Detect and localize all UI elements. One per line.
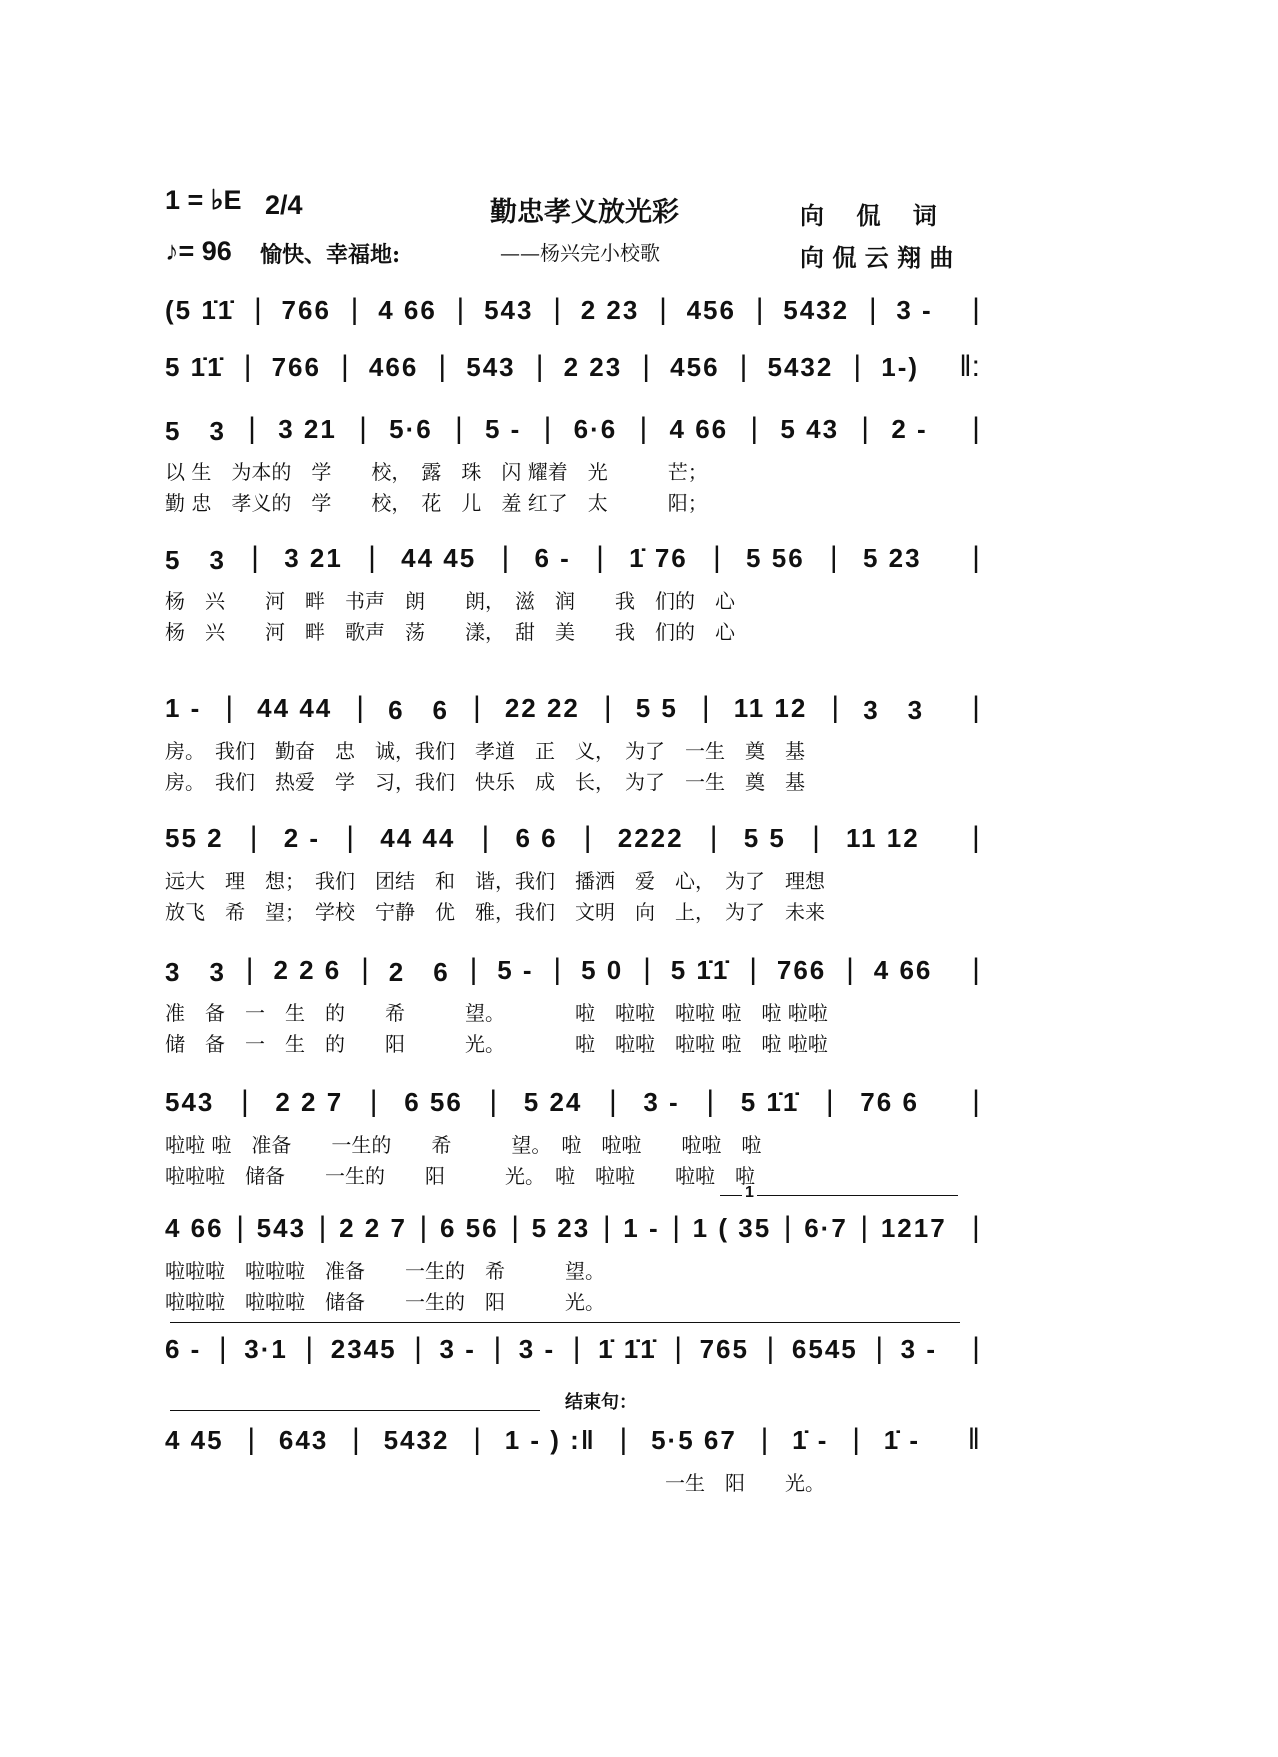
barline: |: [875, 1332, 884, 1365]
barline: |: [419, 1211, 428, 1244]
barline: |: [456, 293, 465, 326]
notation-row: [165, 1423, 980, 1457]
notation-row: [165, 293, 980, 327]
measure: 5·6: [389, 413, 433, 444]
lyricist: 向 侃 词: [800, 201, 937, 230]
barline: |: [236, 1211, 245, 1244]
barline: |: [356, 691, 365, 724]
barline: |: [489, 1085, 498, 1118]
barline: |: [749, 953, 758, 986]
measure: 3 -: [643, 1086, 680, 1117]
end-barline: ‖:: [959, 350, 980, 383]
measure: 543: [165, 1086, 215, 1117]
measure: 2 -: [891, 413, 928, 444]
measure: 5432: [767, 351, 834, 382]
barline: |: [760, 1423, 769, 1456]
measure: 3 -: [518, 1333, 556, 1364]
measure: 456: [686, 294, 736, 325]
measure: 5 0: [581, 954, 624, 985]
notation-row: [165, 821, 980, 855]
barline: |: [318, 1211, 327, 1244]
measure: 4 45: [165, 1424, 224, 1455]
measure: 2 2 7: [275, 1086, 344, 1117]
barline: |: [783, 1211, 792, 1244]
lyrics-line: 啦啦啦 啦啦啦 准备 一生的 希 望。: [165, 1259, 895, 1283]
barline: |: [352, 1423, 360, 1456]
measure: 5 -: [485, 413, 522, 444]
tempo: ♪= 96: [165, 236, 232, 266]
measure: 1 -: [165, 692, 202, 723]
barline: |: [368, 541, 376, 574]
measure: 2 2 6: [273, 954, 342, 985]
end-barline: |: [972, 412, 980, 445]
measure: 5 43: [780, 413, 840, 444]
barline: |: [831, 691, 840, 724]
measure: 3 21: [278, 413, 337, 444]
measure: 6 -: [534, 542, 571, 573]
measure: 5 3: [165, 544, 226, 575]
measure: 5·5 67: [651, 1424, 737, 1455]
barline: |: [553, 293, 561, 326]
notation-row: [165, 1085, 980, 1119]
measure: 55 2: [165, 822, 224, 853]
barline: |: [469, 953, 478, 986]
measure: 2 6: [388, 956, 450, 987]
measure: 2 23: [563, 351, 623, 382]
measure: 2 -: [283, 822, 321, 853]
measure: 5 1̇1̇: [165, 351, 224, 382]
end-barline: |: [971, 1211, 980, 1244]
lyrics-line: 准 备 一 生 的 希 望。 啦 啦啦 啦啦 啦 啦 啦啦: [165, 1001, 828, 1025]
end-barline: |: [972, 691, 980, 724]
barline: |: [672, 1211, 681, 1244]
measure: 3 3: [863, 694, 925, 725]
measure: 3 21: [284, 542, 343, 573]
divider-line: [170, 1410, 540, 1411]
measure: 766: [271, 351, 321, 382]
barline: |: [709, 821, 718, 854]
measure: 1̇ -: [792, 1424, 829, 1455]
lyrics-line: 房。 我们 热爱 学 习，我们 快乐 成 长， 为了 一生 奠 基: [165, 770, 805, 794]
measure: 6·7: [804, 1212, 848, 1243]
end-barline: |: [972, 1332, 980, 1365]
measure: 1217: [880, 1212, 947, 1243]
notation-row: [165, 541, 980, 575]
measure: 1̇ -: [883, 1424, 921, 1455]
barline: |: [846, 953, 854, 986]
barline: |: [254, 293, 262, 326]
barline: |: [243, 350, 252, 383]
barline: |: [481, 821, 490, 854]
barline: |: [829, 541, 838, 574]
notation-row: [165, 1332, 980, 1366]
lyrics-line: 储 备 一 生 的 阳 光。 啦 啦啦 啦啦 啦 啦 啦啦: [165, 1032, 828, 1056]
barline: |: [501, 541, 510, 574]
barline: |: [251, 541, 259, 574]
measure: 5 24: [523, 1086, 583, 1117]
barline: |: [438, 350, 447, 383]
measure: 1 -: [623, 1212, 660, 1243]
barline: |: [853, 350, 862, 383]
barline: |: [493, 1332, 502, 1365]
measure: 6 56: [404, 1086, 463, 1117]
measure: 4 66: [165, 1212, 224, 1243]
barline: |: [701, 691, 710, 724]
lyrics-line: 啦啦啦 储备 一生的 阳 光。 啦 啦啦 啦啦 啦: [165, 1164, 755, 1188]
end-barline: |: [972, 953, 980, 986]
measure: 6 56: [439, 1212, 499, 1243]
barline: |: [225, 691, 234, 724]
lyrics-line: 啦啦啦 啦啦啦 储备 一生的 阳 光。: [165, 1290, 895, 1314]
notation-row: [165, 350, 980, 384]
barline: |: [583, 821, 592, 854]
barline: |: [305, 1332, 314, 1365]
barline: |: [535, 350, 544, 383]
barline: |: [861, 412, 870, 445]
barline: |: [240, 1085, 249, 1118]
barline: |: [852, 1423, 860, 1456]
barline: |: [755, 293, 764, 326]
song-subtitle: ——杨兴完小校歌: [500, 241, 660, 265]
volta-number: 1: [742, 1184, 757, 1202]
measure: 2 2 7: [339, 1212, 407, 1243]
barline: |: [739, 350, 748, 383]
measure: 2222: [617, 822, 684, 853]
measure: 456: [670, 351, 720, 382]
end-barline: ‖: [967, 1423, 980, 1456]
measure: 5432: [383, 1424, 450, 1455]
barline: |: [473, 691, 481, 724]
measure: 543: [256, 1212, 307, 1243]
barline: |: [825, 1085, 834, 1118]
measure: 3 -: [439, 1333, 476, 1364]
barline: |: [369, 1085, 378, 1118]
notation-row: [165, 953, 980, 987]
measure: 11 12: [733, 692, 808, 723]
measure: 5 5: [635, 692, 678, 723]
measure: 44 45: [401, 542, 477, 573]
divider-line: [170, 1322, 960, 1323]
barline: |: [659, 293, 667, 326]
measure: 6 -: [165, 1333, 202, 1364]
lyrics-line: 一生 阳 光。: [165, 1471, 975, 1495]
measure: 1̇ 1̇1̇: [598, 1333, 657, 1364]
barline: |: [868, 293, 877, 326]
measure: 5 23: [862, 542, 922, 573]
composer: 向 侃 云 翔 曲: [800, 243, 954, 272]
end-barline: |: [972, 821, 980, 854]
lyrics-line: 杨 兴 河 畔 书声 朗 朗， 滋 润 我 们的 心: [165, 589, 735, 613]
measure: 3 -: [900, 1333, 938, 1364]
key-signature: 1 = ♭E: [165, 185, 242, 215]
barline: |: [247, 1423, 256, 1456]
barline: |: [674, 1332, 683, 1365]
measure: 543: [484, 294, 534, 325]
lyrics-line: 啦啦 啦 准备 一生的 希 望。 啦 啦啦 啦啦 啦: [165, 1133, 762, 1157]
measure: 76 6: [860, 1086, 919, 1117]
measure: 643: [278, 1424, 329, 1455]
lyrics-line: 杨 兴 河 畔 歌声 荡 漾， 甜 美 我 们的 心: [165, 620, 735, 644]
measure: 4 66: [378, 294, 437, 325]
barline: |: [860, 1211, 869, 1244]
lyrics-line: 房。 我们 勤奋 忠 诚，我们 孝道 正 义， 为了 一生 奠 基: [165, 739, 805, 763]
barline: |: [643, 953, 651, 986]
measure: 1 ( 35: [692, 1212, 772, 1243]
barline: |: [619, 1423, 628, 1456]
barline: |: [248, 412, 256, 445]
measure: 44 44: [380, 822, 456, 853]
measure: 1̇ 76: [629, 542, 688, 573]
measure: 466: [368, 351, 419, 382]
measure: 543: [466, 351, 516, 382]
notation-row: [165, 412, 980, 446]
measure: (5 1̇1̇: [165, 294, 235, 325]
end-barline: |: [972, 541, 980, 574]
barline: |: [473, 1423, 481, 1456]
barline: |: [812, 821, 820, 854]
lyrics-line: 勤 忠 孝义的 学 校， 花 儿 羞 红了 太 阳；: [165, 491, 708, 515]
measure: 6 6: [515, 822, 558, 853]
notation-row: [165, 691, 980, 725]
barline: |: [249, 821, 258, 854]
barline: |: [454, 412, 463, 445]
end-barline: |: [972, 1085, 980, 1118]
measure: 5 1̇1̇: [740, 1086, 800, 1117]
volta-bracket: [720, 1184, 958, 1201]
measure: 765: [699, 1333, 749, 1364]
measure: 5 -: [497, 954, 534, 985]
measure: 4 66: [669, 413, 729, 444]
end-barline: |: [972, 293, 980, 326]
barline: |: [706, 1085, 715, 1118]
expression-mark: 愉快、幸福地:: [260, 242, 401, 268]
barline: |: [603, 691, 612, 724]
measure: 11 12: [846, 822, 920, 853]
barline: |: [553, 953, 562, 986]
measure: 5 3: [165, 415, 226, 446]
barline: |: [639, 412, 648, 445]
measure: 766: [776, 954, 827, 985]
measure: 2 23: [580, 294, 640, 325]
measure: 3 -: [896, 294, 933, 325]
measure: 5 23: [531, 1212, 591, 1243]
barline: |: [341, 350, 349, 383]
barline: |: [596, 541, 604, 574]
measure: 5 56: [746, 542, 805, 573]
measure: 4 66: [873, 954, 933, 985]
measure: 2345: [330, 1333, 397, 1364]
barline: |: [713, 541, 721, 574]
lyrics-line: 以 生 为本的 学 校， 露 珠 闪 耀着 光 芒；: [165, 460, 708, 484]
measure: 3 3: [165, 956, 226, 987]
time-signature: 2/4: [265, 190, 303, 220]
ending-label: 结束句：: [565, 1392, 637, 1413]
barline: |: [572, 1332, 581, 1365]
barline: |: [218, 1332, 227, 1365]
barline: |: [642, 350, 651, 383]
barline: |: [750, 412, 759, 445]
barline: |: [766, 1332, 775, 1365]
measure: 5432: [783, 294, 850, 325]
notation-row: [165, 1211, 980, 1245]
barline: |: [414, 1332, 422, 1365]
measure: 6 6: [388, 694, 449, 725]
song-title: 勤忠孝义放光彩: [490, 197, 679, 228]
lyrics-line: 远大 理 想； 我们 团结 和 谐，我们 播洒 爱 心， 为了 理想: [165, 869, 825, 893]
measure: 1 - ) :‖: [504, 1424, 596, 1455]
barline: |: [602, 1211, 611, 1244]
barline: |: [245, 953, 254, 986]
barline: |: [359, 412, 367, 445]
measure: 6545: [791, 1333, 858, 1364]
lyrics-line: 放飞 希 望； 学校 宁静 优 雅，我们 文明 向 上， 为了 未来: [165, 900, 825, 924]
measure: 6·6: [573, 413, 618, 444]
measure: 22 22: [504, 692, 580, 723]
barline: |: [361, 953, 369, 986]
measure: 44 44: [257, 692, 333, 723]
barline: |: [511, 1211, 519, 1244]
barline: |: [346, 821, 355, 854]
measure: 766: [281, 294, 331, 325]
measure: 5 5: [743, 822, 786, 853]
measure: 3·1: [244, 1333, 288, 1364]
measure: 5 1̇1̇: [670, 954, 730, 985]
barline: |: [350, 293, 359, 326]
barline: |: [608, 1085, 617, 1118]
barline: |: [543, 412, 552, 445]
measure: 1-): [881, 351, 920, 382]
